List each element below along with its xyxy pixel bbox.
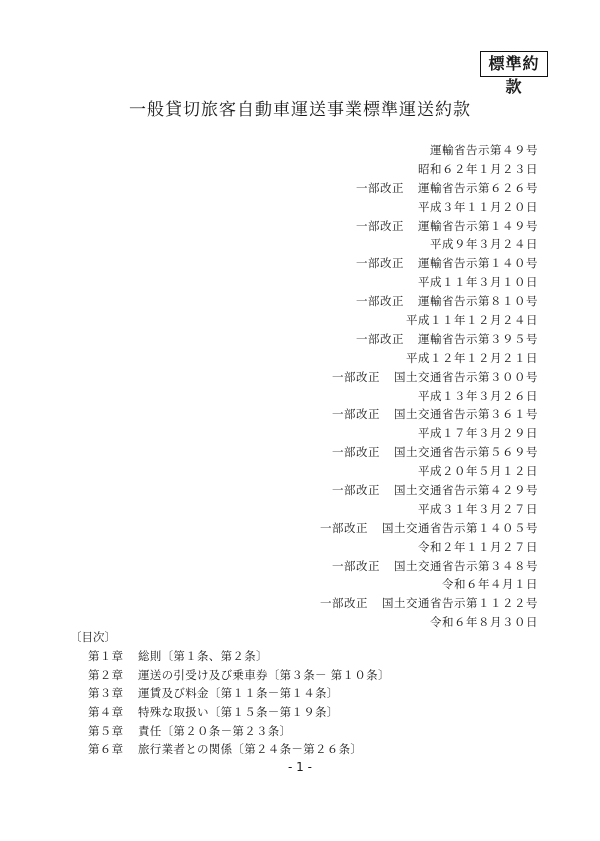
history-text: 運輸省告示第４９号 — [430, 143, 538, 157]
standard-terms-badge: 標準約款 — [480, 51, 548, 77]
history-text: 平成１３年３月２６日 — [418, 388, 538, 403]
history-text: 令和２年１１月２７日 — [418, 539, 538, 554]
toc-chapter-title: 運賃及び料金〔第１１条－第１４条〕 — [138, 686, 339, 701]
amendment-tag: 一部改正 — [332, 369, 380, 384]
toc-item — [70, 684, 540, 703]
history-line — [118, 538, 538, 557]
history-line — [118, 330, 538, 349]
amendment-tag: 一部改正 — [356, 331, 404, 346]
history-text: 平成２０年５月１２日 — [418, 464, 538, 479]
history-text: 国土交通省告示第１１２２号 — [382, 596, 538, 611]
amendment-tag: 一部改正 — [356, 256, 404, 271]
history-text: 国土交通省告示第３００号 — [394, 369, 538, 384]
amendment-history — [118, 141, 538, 632]
document-title: 一般貸切旅客自動車運送事業標準運送約款 — [129, 100, 471, 120]
amendment-tag: 一部改正 — [320, 520, 368, 535]
toc-item — [70, 740, 540, 759]
toc-chapter-number: 第５章 — [88, 723, 124, 738]
history-text: 令和６年４月１日 — [442, 577, 538, 592]
history-line — [118, 198, 538, 217]
history-text: 運輸省告示第６２６号 — [418, 180, 538, 195]
history-text: 平成１７年３月２９日 — [418, 426, 538, 441]
toc-chapter-number: 第６章 — [88, 742, 124, 757]
history-text: 令和６年８月３０日 — [430, 615, 538, 630]
toc-chapter-title: 特殊な取扱い〔第１５条－第１９条〕 — [138, 705, 339, 720]
history-text: 国土交通省告示第３６１号 — [394, 407, 538, 422]
table-of-contents — [70, 628, 540, 759]
history-line — [118, 141, 538, 160]
history-text: 国土交通省告示第３４８号 — [394, 558, 538, 573]
history-line — [118, 557, 538, 576]
amendment-tag: 一部改正 — [356, 180, 404, 195]
toc-item — [70, 647, 540, 666]
history-line — [118, 235, 538, 254]
amendment-tag: 一部改正 — [332, 558, 380, 573]
history-line — [118, 160, 538, 179]
history-line — [118, 594, 538, 613]
history-line — [118, 217, 538, 236]
history-text: 国土交通省告示第４２９号 — [394, 483, 538, 498]
history-line — [118, 179, 538, 198]
amendment-tag: 一部改正 — [320, 596, 368, 611]
toc-item — [70, 722, 540, 741]
history-text: 運輸省告示第３９５号 — [418, 331, 538, 346]
history-line — [118, 292, 538, 311]
history-line — [118, 443, 538, 462]
amendment-tag: 一部改正 — [332, 407, 380, 422]
history-line — [118, 519, 538, 538]
history-line — [118, 387, 538, 406]
toc-chapter-number: 第２章 — [88, 667, 124, 682]
history-text: 平成９年３月２４日 — [430, 237, 538, 252]
amendment-tag: 一部改正 — [356, 218, 404, 233]
history-line — [118, 349, 538, 368]
history-text: 国土交通省告示第１４０５号 — [382, 520, 538, 535]
history-text: 平成３１年３月２７日 — [418, 501, 538, 516]
history-text: 運輸省告示第１４９号 — [418, 218, 538, 233]
toc-chapter-title: 旅行業者との関係〔第２４条－第２６条〕 — [138, 742, 363, 757]
amendment-tag: 一部改正 — [332, 483, 380, 498]
toc-chapter-number: 第１章 — [88, 649, 124, 663]
page-number: - 1 - — [288, 760, 312, 774]
history-line — [118, 424, 538, 443]
history-text: 運輸省告示第８１０号 — [418, 294, 538, 309]
history-line — [118, 500, 538, 519]
amendment-tag: 一部改正 — [356, 294, 404, 309]
toc-chapter-title: 総則〔第１条、第２条〕 — [138, 649, 268, 663]
history-text: 平成１１年１２月２４日 — [406, 313, 538, 328]
toc-chapter-number: 第３章 — [88, 686, 124, 701]
history-text: 運輸省告示第１４０号 — [418, 256, 538, 271]
history-line — [118, 254, 538, 273]
history-line — [118, 368, 538, 387]
history-text: 昭和６２年１月２３日 — [418, 161, 538, 176]
toc-item — [70, 703, 540, 722]
toc-item — [70, 666, 540, 685]
history-text: 平成３年１１月２０日 — [418, 199, 538, 214]
history-line — [118, 405, 538, 424]
amendment-tag: 一部改正 — [332, 445, 380, 460]
history-line — [118, 575, 538, 594]
history-line — [118, 273, 538, 292]
history-line — [118, 462, 538, 481]
history-line — [118, 311, 538, 330]
history-line — [118, 481, 538, 500]
history-text: 平成１１年３月１０日 — [418, 275, 538, 290]
toc-chapter-title: 責任〔第２０条－第２３条〕 — [138, 723, 292, 738]
history-text: 国土交通省告示第５６９号 — [394, 445, 538, 460]
toc-heading: 〔目次〕 — [70, 630, 116, 644]
toc-chapter-title: 運送の引受け及び乗車券〔第３条－ 第１０条〕 — [138, 667, 390, 682]
history-text: 平成１２年１２月２１日 — [406, 350, 538, 365]
toc-chapter-number: 第４章 — [88, 705, 124, 720]
